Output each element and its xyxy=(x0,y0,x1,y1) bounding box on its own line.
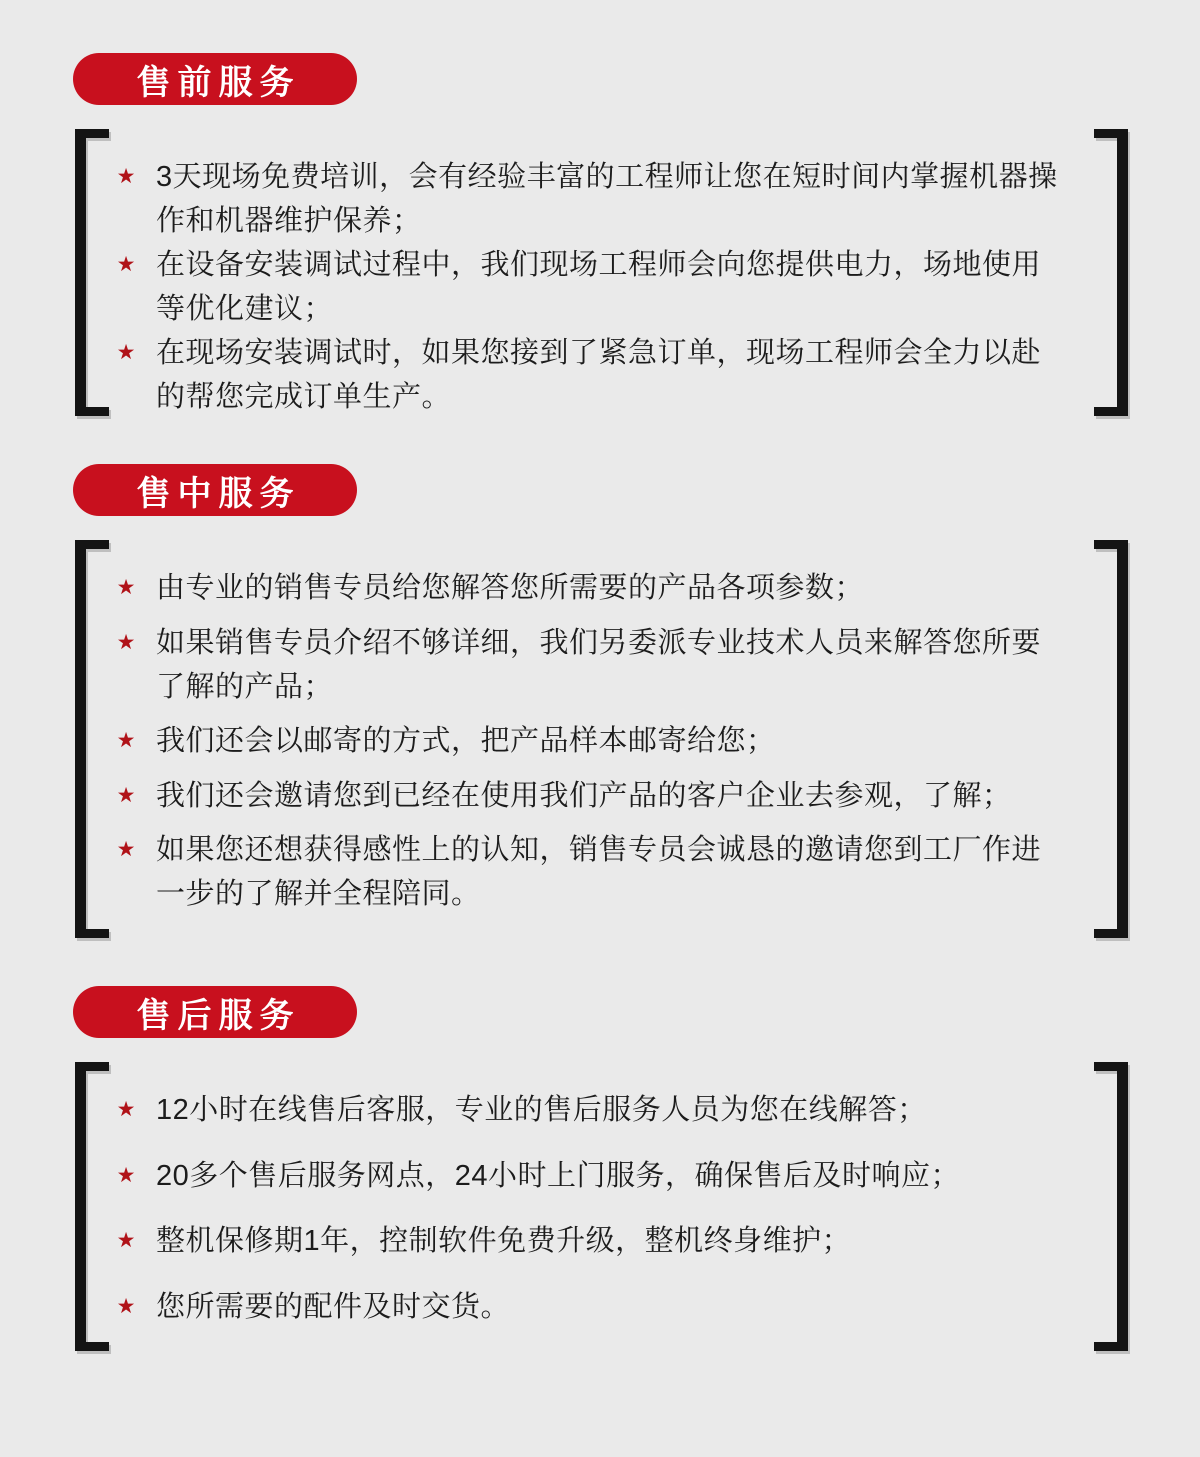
list-item xyxy=(110,828,1070,916)
list-item xyxy=(110,774,1070,818)
list-item-text: 由专业的销售专员给您解答您所需要的产品各项参数； xyxy=(156,572,865,604)
list-item xyxy=(110,243,1070,331)
bracket-frame-after-sale xyxy=(75,1062,1128,1351)
list-item-text: 我们还会邀请您到已经在使用我们产品的客户企业去参观，了解； xyxy=(156,779,1012,812)
list-item-text: 如果您还想获得感性上的认知，销售专员会诚恳的邀请您到工厂作进一步的了解并全程陪同。 xyxy=(156,834,1042,910)
list-item xyxy=(110,719,1070,763)
section-title-pill-pre-sale xyxy=(73,53,357,105)
section-mid-sale xyxy=(0,464,1200,938)
section-after-sale xyxy=(0,986,1200,1351)
list-item-text: 12小时在线售后客服，专业的售后服务人员为您在线解答； xyxy=(156,1094,927,1126)
list-item-text: 您所需要的配件及时交货。 xyxy=(156,1290,511,1323)
list-item xyxy=(110,1219,1070,1263)
list-item-text: 20多个售后服务网点，24小时上门服务，确保售后及时响应； xyxy=(156,1159,961,1192)
section-title: 售前服务 xyxy=(136,63,301,102)
star-icon: ★ xyxy=(116,341,136,364)
list-item xyxy=(110,1285,1070,1329)
star-icon: ★ xyxy=(116,165,136,188)
star-icon: ★ xyxy=(116,1229,136,1253)
section-title: 售中服务 xyxy=(136,474,301,513)
list-item xyxy=(110,1088,1070,1132)
list-item-text: 在现场安装调试时，如果您接到了紧急订单，现场工程师会全力以赴的帮您完成订单生产。 xyxy=(156,337,1042,413)
section-pre-sale xyxy=(0,53,1200,416)
star-icon: ★ xyxy=(116,1294,136,1318)
list-item xyxy=(110,621,1070,709)
section-title: 售后服务 xyxy=(136,996,301,1035)
star-icon: ★ xyxy=(116,729,136,752)
star-icon: ★ xyxy=(116,576,136,599)
list-item-text: 如果销售专员介绍不够详细，我们另委派专业技术人员来解答您所要了解的产品； xyxy=(156,626,1042,703)
star-icon: ★ xyxy=(116,783,136,807)
list-item xyxy=(110,1154,1070,1198)
list-item xyxy=(110,566,1070,610)
bracket-frame-mid-sale xyxy=(75,540,1128,938)
list-item-text: 整机保修期1年，控制软件免费升级，整机终身维护； xyxy=(156,1225,852,1258)
section-title-pill-mid-sale xyxy=(73,464,357,516)
service-page xyxy=(0,53,1200,1457)
list-item-text: 我们还会以邮寄的方式，把产品样本邮寄给您； xyxy=(156,725,776,757)
service-list xyxy=(75,540,1128,938)
bracket-frame-pre-sale xyxy=(75,129,1128,416)
list-item-text: 3天现场免费培训，会有经验丰富的工程师让您在短时间内掌握机器操作和机器维护保养； xyxy=(156,161,1058,237)
list-item xyxy=(110,155,1070,243)
star-icon: ★ xyxy=(116,1098,136,1121)
service-list xyxy=(75,129,1128,416)
star-icon: ★ xyxy=(116,1163,136,1187)
list-item xyxy=(110,331,1070,419)
star-icon: ★ xyxy=(116,630,136,654)
section-title-pill-after-sale xyxy=(73,986,357,1038)
service-list xyxy=(75,1062,1128,1351)
star-icon: ★ xyxy=(116,838,136,861)
star-icon: ★ xyxy=(116,253,136,276)
list-item-text: 在设备安装调试过程中，我们现场工程师会向您提供电力，场地使用等优化建议； xyxy=(156,249,1042,325)
